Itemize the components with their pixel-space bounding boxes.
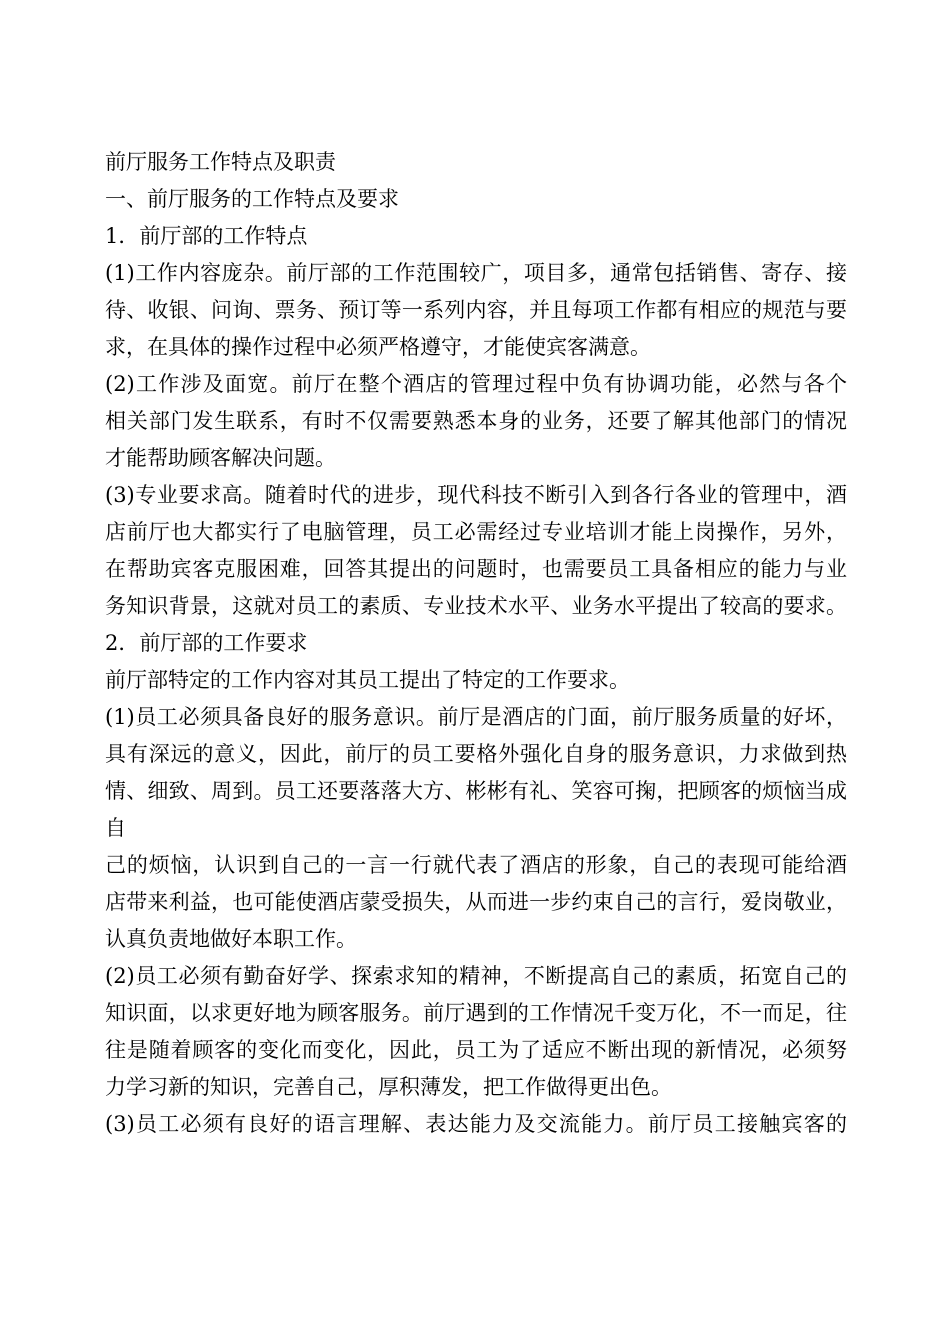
paragraph-line: 求，在具体的操作过程中必须严格遵守，才能使宾客满意。 [105,335,651,359]
subsection-heading-2: 2．前厅部的工作要求 [105,631,308,655]
paragraph-line: 力学习新的知识，完善自己，厚积薄发，把工作做得更出色。 [105,1075,672,1099]
intro-paragraph: 前厅部特定的工作内容对其员工提出了特定的工作要求。 [105,668,630,692]
paragraph-line: 相关部门发生联系，有时不仅需要熟悉本身的业务，还要了解其他部门的情况 [105,409,847,433]
section-heading-1: 一、前厅服务的工作特点及要求 [105,187,399,211]
paragraph-professional [105,477,847,625]
paragraph-line: (1)员工必须具备良好的服务意识。前厅是酒店的门面，前厅服务质量的好坏， [105,705,847,729]
paragraph-line: (1)工作内容庞杂。前厅部的工作范围较广，项目多，通常包括销售、寄存、接 [105,261,847,285]
paragraph-line: (2)员工必须有勤奋好学、探索求知的精神，不断提高自己的素质，拓宽自己的 [105,964,847,988]
paragraph-line: 才能帮助顾客解决问题。 [105,446,336,470]
requirement-service-awareness [105,699,847,958]
paragraph-line: 待、收银、问询、票务、预订等一系列内容，并且每项工作都有相应的规范与要 [105,298,847,322]
paragraph-line: 店前厅也大都实行了电脑管理，员工必需经过专业培训才能上岗操作，另外， [105,520,847,544]
requirement-learning [105,958,847,1106]
paragraph-line: 往是随着顾客的变化而变化，因此，员工为了适应不断出现的新情况，必须努 [105,1038,847,1062]
subsection-heading-1: 1．前厅部的工作特点 [105,224,308,248]
paragraph-scope [105,366,847,477]
document-title: 前厅服务工作特点及职责 [105,150,336,174]
paragraph-line: 情、细致、周到。员工还要落落大方、彬彬有礼、笑容可掬，把顾客的烦恼当成自 [105,779,847,840]
paragraph-line: 认真负责地做好本职工作。 [105,927,357,951]
paragraph-line: 知识面，以求更好地为顾客服务。前厅遇到的工作情况千变万化，不一而足，往 [105,1001,847,1025]
paragraph-line: (2)工作涉及面宽。前厅在整个酒店的管理过程中负有协调功能，必然与各个 [105,372,847,396]
paragraph-line: (3)专业要求高。随着时代的进步，现代科技不断引入到各行各业的管理中，酒 [105,483,847,507]
paragraph-line: (3)员工必须有良好的语言理解、表达能力及交流能力。前厅员工接触宾客的 [105,1112,847,1136]
paragraph-line: 务知识背景，这就对员工的素质、专业技术水平、业务水平提出了较高的要求。 [105,594,847,618]
paragraph-workload [105,255,847,366]
paragraph-line: 己的烦恼，认识到自己的一言一行就代表了酒店的形象，自己的表现可能给酒 [105,853,847,877]
paragraph-line: 具有深远的意义，因此，前厅的员工要格外强化自身的服务意识，力求做到热 [105,742,847,766]
document-body [105,144,847,1143]
paragraph-line: 店带来利益，也可能使酒店蒙受损失，从而进一步约束自己的言行，爱岗敬业， [105,890,847,914]
paragraph-line: 在帮助宾客克服困难，回答其提出的问题时，也需要员工具备相应的能力与业 [105,557,847,581]
requirement-communication [105,1106,847,1143]
